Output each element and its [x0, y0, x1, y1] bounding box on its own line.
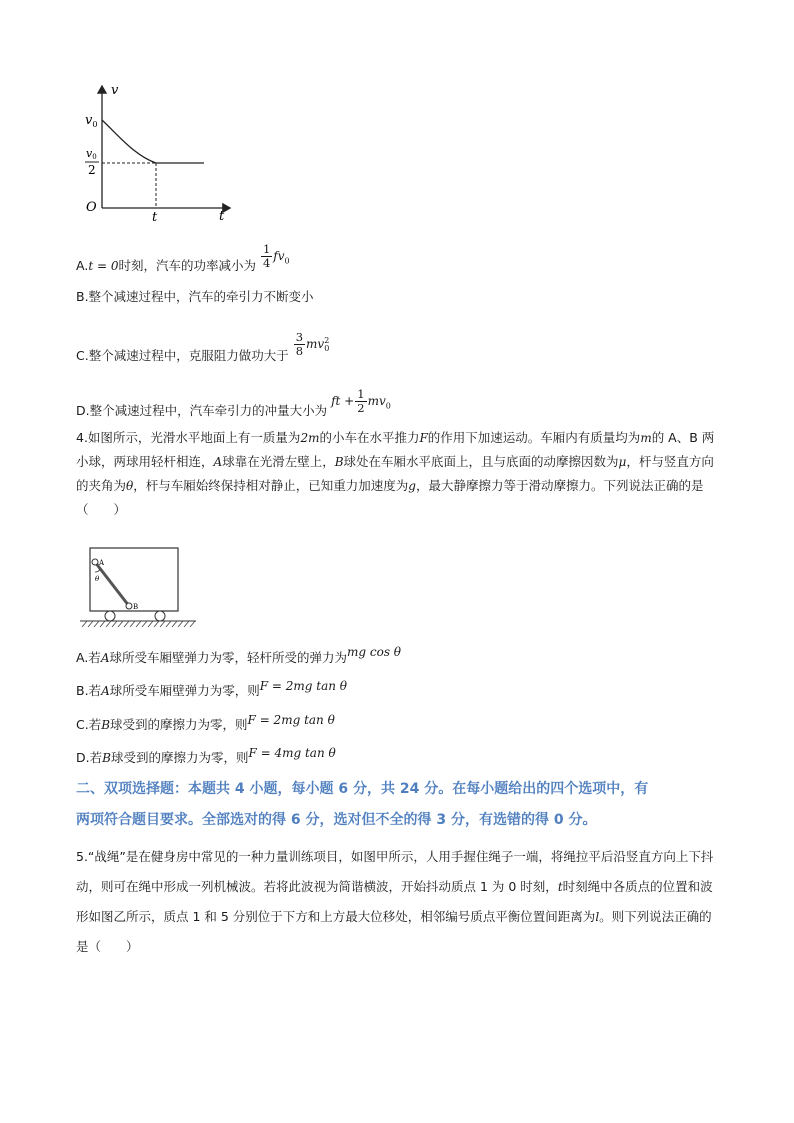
option-d-fraction — [355, 388, 366, 415]
section-heading-line2: 两项符合题目要求。全部选对的得 6 分，选对但不全的得 3 分，有选错的得 0 分。 — [76, 812, 597, 828]
fig-label-b: B — [133, 603, 139, 611]
frac-den: 8 — [295, 344, 304, 358]
q4-option-d: D.若B球受到的摩擦力为零，则F = 4mg tan θ — [76, 746, 336, 765]
velocity-time-graph — [80, 80, 240, 225]
q4-option-b: B.若A球所受车厢壁弹力为零，则F = 2mg tan θ — [76, 679, 348, 698]
q3-option-d — [76, 387, 391, 425]
section-heading-line1: 二、双项选择题：本题共 4 小题，每小题 6 分，共 24 分。在每小题给出的四个选项中，有 — [76, 781, 649, 797]
q3-option-b — [76, 289, 314, 305]
ball-a — [92, 559, 98, 565]
fig-label-a: A — [99, 559, 105, 567]
wheel-right — [155, 611, 165, 621]
option-a-text: 时刻，汽车的功率减小为 — [118, 258, 256, 273]
option-a-fraction — [261, 243, 272, 270]
cart-body — [90, 548, 178, 611]
option-c-expr: mv 2 0 — [306, 335, 330, 353]
wheel-left — [105, 611, 115, 621]
option-b-text: B.整个减速过程中，汽车的牵引力不断变小 — [76, 289, 314, 304]
q4-stem: 4.如图所示，光滑水平地面上有一质量为2m的小车在水平推力F的作用下加速运动。车厢内有质量均为m的 A、B 两小球，两球用轻杆相连，A球靠在光滑左壁上，B球处在车厢水平底面上，且与底面的动摩擦因数为μ，杆与竖直方向的夹角为θ，杆与车厢始终保持相对静止，已知重力加速度为g，最大静摩擦力等于滑动摩擦力。下列说法正确的是（ ） — [76, 430, 715, 517]
option-d-expr2: $mv_0$ — [367, 394, 391, 411]
v0-label: $v_0$ — [85, 113, 98, 129]
t-mark-label: t — [152, 210, 158, 225]
frac-num: 3 — [295, 330, 304, 344]
y-axis-label: v — [111, 83, 119, 98]
option-d-expr1: ft + — [331, 394, 355, 408]
q4-option-c: C.若B球受到的摩擦力为零，则F = 2mg tan θ — [76, 713, 335, 732]
option-a-expr: $fv_0$ — [273, 249, 290, 266]
section-heading — [76, 774, 721, 836]
option-c-text: C.整个减速过程中，克服阻力做功大于 — [76, 348, 289, 363]
option-c-fraction — [294, 331, 305, 358]
q5-stem: 5.“战绳”是在健身房中常见的一种力量训练项目，如图甲所示，人用手握住绳子一端，将绳拉平后沿竖直方向上下抖动，则可在绳中形成一列机械波。若将此波视为简谐横波，开始抖动质点 1 为 0 时刻，t时刻绳中各质点的位置和波形如图乙所示，质点 1 和 5 分别位于下方和上方最大位移处，相邻编号质点平衡位置间距离为l。则下列说法正确的是（ ） — [76, 849, 714, 954]
q3-option-c — [76, 330, 330, 370]
decay-curve — [102, 120, 156, 163]
frac-den: 2 — [357, 401, 365, 415]
frac-num: 1 — [262, 242, 271, 256]
q4-option-a: A.若A球所受车厢壁弹力为零，轻杆所受的弹力为mg cos θ — [76, 645, 402, 665]
ground-hatch — [82, 621, 195, 627]
fig-label-theta: θ — [95, 575, 100, 583]
option-a-prefix: A. — [76, 258, 89, 273]
q3-option-a — [76, 242, 290, 280]
half-v0-num: v0 — [86, 147, 97, 161]
frac-den: 4 — [262, 256, 271, 270]
origin-label: O — [86, 200, 97, 215]
half-v0-den: 2 — [88, 163, 96, 177]
ball-b — [126, 603, 132, 609]
option-a-math: t = 0 — [88, 259, 119, 273]
option-d-text: D.整个减速过程中，汽车牵引力的冲量大小为 — [76, 403, 328, 418]
cart-figure — [78, 545, 198, 635]
x-axis-label: t — [219, 209, 225, 224]
frac-num: 1 — [357, 387, 365, 401]
